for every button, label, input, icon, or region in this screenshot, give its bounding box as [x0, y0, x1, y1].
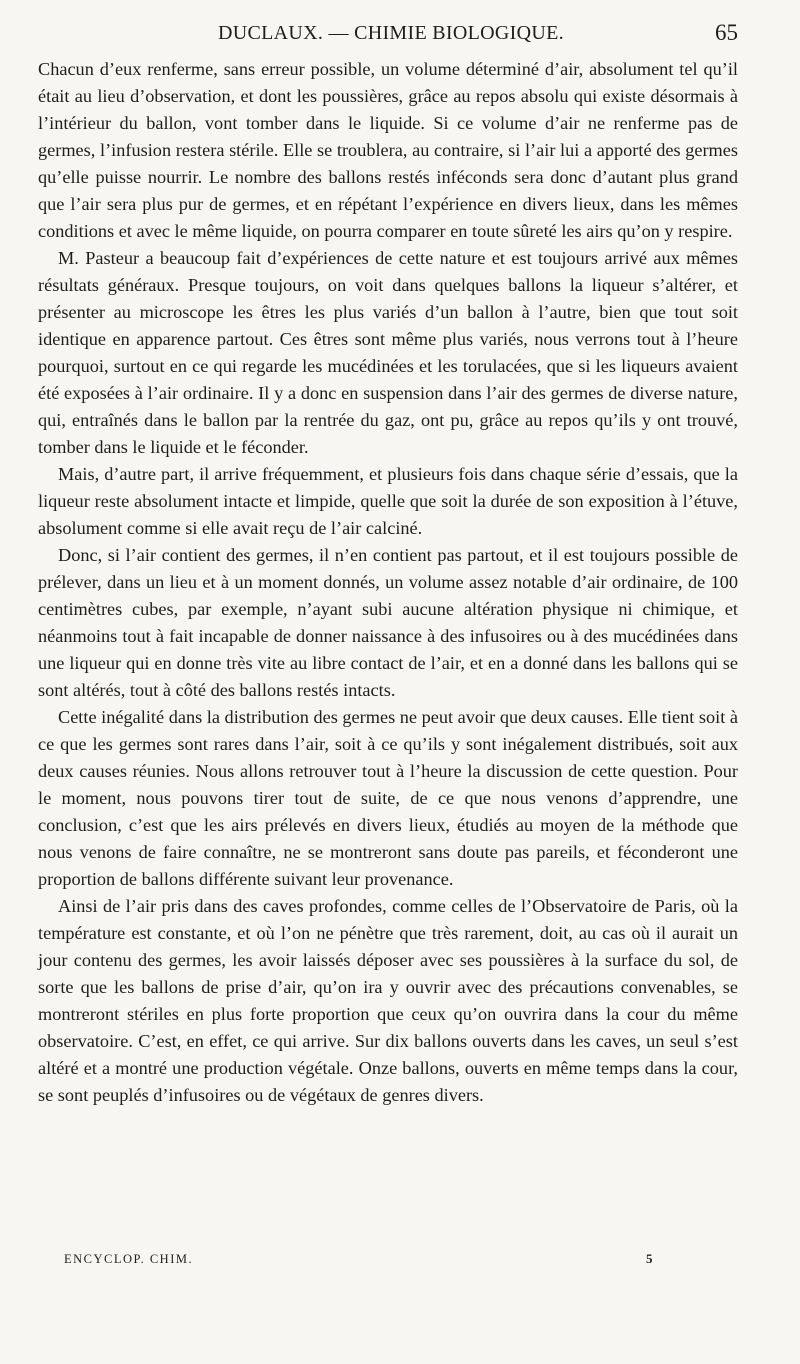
running-head [38, 20, 738, 50]
signature-number: 5 [646, 1251, 653, 1266]
signature-mark: ENCYCLOP. CHIM. [64, 1252, 194, 1266]
running-title: DUCLAUX. — CHIMIE BIOLOGIQUE. [218, 22, 564, 44]
body-text [38, 56, 738, 1109]
paragraph-5: Cette inégalité dans la distribution des germes ne peut avoir que deux causes. Elle tient soit à ce que les germes sont rares dans l’air, soit à ce qu’ils y sont inégalement distribués, soit aux deux causes réunies. Nous allons retrouver tout à l’heure la discussion de cette question. Pour le moment, nous pouvons tirer tout de suite, de ce que nous venons d’apprendre, une conclusion, c’est que les airs prélevés en divers lieux, étudiés au moyen de la méthode que nous venons de faire connaître, ne se montreront sans doute pas pareils, et féconderont une proportion de ballons différente suivant leur provenance. [38, 707, 738, 889]
paragraph-4: Donc, si l’air contient des germes, il n’en contient pas partout, et il est toujours possible de prélever, dans un lieu et à un moment donnés, un volume assez notable d’air ordinaire, de 100 centimètres cubes, par exemple, n’ayant subi aucune altération physique ni chimique, et néanmoins tout à fait incapable de donner naissance à des infusoires ou à des mucédinées dans une liqueur qui en donne très vite au libre contact de l’air, et en a donné dans les ballons qui se sont altérés, tout à côté des ballons restés intacts. [38, 545, 738, 700]
paragraph-6: Ainsi de l’air pris dans des caves profondes, comme celles de l’Observatoire de Paris, où la température est constante, et où l’on ne pénètre que très rarement, doit, au cas où il aurait un jour contenu des germes, les avoir laissés déposer avec ses poussières à la surface du sol, de sorte que les ballons de prise d’air, qu’on ira y ouvrir avec des précautions convenables, se montreront stériles en plus forte proportion que ceux qu’on ouvrira dans la cour du même observatoire. C’est, en effet, ce qui arrive. Sur dix ballons ouverts dans les caves, un seul s’est altéré et a montré une production végétale. Onze ballons, ouverts en même temps dans la cour, se sont peuplés d’infusoires ou de végétaux de genres divers. [38, 896, 738, 1105]
paragraph-1: Chacun d’eux renferme, sans erreur possible, un volume déterminé d’air, absolument tel qu’il était au lieu d’observation, et dont les poussières, grâce au repos absolu qui existe désormais à l’intérieur du ballon, vont tomber dans le liquide. Si ce volume d’air ne renferme pas de germes, l’infusion restera stérile. Elle se troublera, au contraire, si l’air lui a apporté des germes qu’elle puisse nourrir. Le nombre des ballons restés inféconds sera donc d’autant plus grand que l’air sera plus pur de germes, et en répétant l’expérience en divers lieux, dans les mêmes conditions et avec le même liquide, on pourra comparer en toute sûreté les airs qu’on y respire. [38, 59, 738, 241]
paragraph-3: Mais, d’autre part, il arrive fréquemment, et plusieurs fois dans chaque série d’essais, que la liqueur reste absolument intacte et limpide, quelle que soit la durée de son exposition à l’étuve, absolument comme si elle avait reçu de l’air calciné. [38, 464, 738, 538]
page-footer [64, 1252, 664, 1272]
paragraph-2: M. Pasteur a beaucoup fait d’expériences de cette nature et est toujours arrivé aux mêmes résultats généraux. Presque toujours, on voit dans quelques ballons la liqueur s’altérer, et présenter au microscope les êtres les plus variés d’un ballon à l’autre, bien que tout soit identique en apparence partout. Ces êtres sont même plus variés, nous verrons tout à l’heure pourquoi, surtout en ce qui regarde les mucédinées et les torulacées, que si les liqueurs avaient été exposées à l’air ordinaire. Il y a donc en suspension dans l’air des germes de diverse nature, qui, entraînés dans le ballon par la rentrée du gaz, ont pu, grâce au repos qu’ils y ont trouvé, tomber dans le liquide et le féconder. [38, 248, 738, 457]
page-number: 65 [715, 20, 738, 45]
